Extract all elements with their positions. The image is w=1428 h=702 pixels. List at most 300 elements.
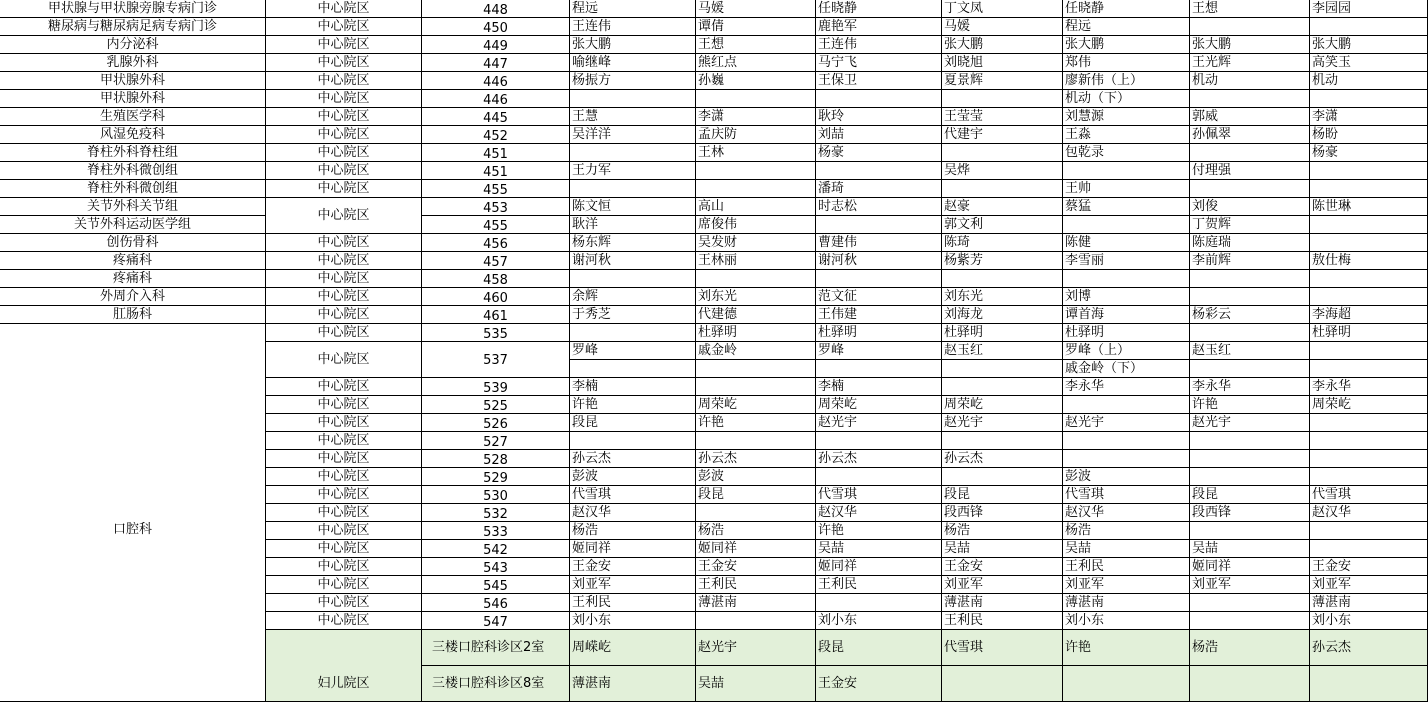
doctor-cell[interactable] <box>1063 216 1190 234</box>
doctor-cell[interactable]: 姬同祥 <box>696 540 816 558</box>
doctor-cell[interactable]: 机动（下） <box>1063 90 1190 108</box>
doctor-cell[interactable]: 段西锋 <box>1190 504 1310 522</box>
room-cell[interactable]: 529 <box>422 468 570 486</box>
doctor-cell[interactable]: 刘东光 <box>942 288 1063 306</box>
doctor-cell[interactable]: 段昆 <box>1190 486 1310 504</box>
doctor-cell[interactable]: 杨浩 <box>1063 522 1190 540</box>
doctor-cell[interactable]: 杜驿明 <box>942 324 1063 342</box>
doctor-cell[interactable]: 吴喆 <box>816 540 942 558</box>
doctor-cell[interactable] <box>1190 468 1310 486</box>
room-cell[interactable]: 455 <box>422 216 570 234</box>
doctor-cell[interactable]: 李海超 <box>1310 306 1428 324</box>
doctor-cell[interactable] <box>696 432 816 450</box>
department-cell[interactable]: 脊柱外科微创组 <box>0 162 266 180</box>
doctor-cell[interactable] <box>1310 522 1428 540</box>
room-cell[interactable]: 458 <box>422 270 570 288</box>
room-cell[interactable]: 451 <box>422 144 570 162</box>
doctor-cell[interactable]: 张大鹏 <box>1190 36 1310 54</box>
doctor-cell[interactable]: 王力军 <box>570 162 696 180</box>
room-cell[interactable]: 547 <box>422 612 570 630</box>
doctor-cell[interactable] <box>1190 144 1310 162</box>
doctor-cell[interactable] <box>570 144 696 162</box>
campus-cell[interactable]: 中心院区 <box>266 54 422 72</box>
doctor-cell[interactable]: 刘小东 <box>816 612 942 630</box>
doctor-cell[interactable] <box>942 90 1063 108</box>
doctor-cell[interactable]: 王想 <box>1190 0 1310 18</box>
doctor-cell[interactable]: 于秀芝 <box>570 306 696 324</box>
doctor-cell[interactable]: 郑伟 <box>1063 54 1190 72</box>
doctor-cell[interactable]: 代雪琪 <box>570 486 696 504</box>
doctor-cell[interactable]: 周荣屹 <box>816 396 942 414</box>
doctor-cell[interactable] <box>1190 270 1310 288</box>
doctor-cell[interactable]: 李前辉 <box>1190 252 1310 270</box>
doctor-cell[interactable]: 李潇 <box>1310 108 1428 126</box>
doctor-cell[interactable]: 段西锋 <box>942 504 1063 522</box>
doctor-cell[interactable] <box>1063 396 1190 414</box>
doctor-cell[interactable]: 谢河秋 <box>570 252 696 270</box>
doctor-cell[interactable]: 赵光宇 <box>1190 414 1310 432</box>
department-cell[interactable]: 疼痛科 <box>0 270 266 288</box>
campus-cell[interactable]: 中心院区 <box>266 522 422 540</box>
doctor-cell[interactable]: 赵汉华 <box>1310 504 1428 522</box>
doctor-cell[interactable]: 吴喆 <box>1190 540 1310 558</box>
doctor-cell[interactable]: 王光辉 <box>1190 54 1310 72</box>
doctor-cell[interactable] <box>1063 666 1190 702</box>
doctor-cell[interactable]: 刘小东 <box>570 612 696 630</box>
doctor-cell[interactable] <box>942 144 1063 162</box>
doctor-cell[interactable]: 赵玉红 <box>1190 342 1310 360</box>
campus-cell[interactable]: 中心院区 <box>266 306 422 324</box>
campus-cell[interactable]: 中心院区 <box>266 36 422 54</box>
doctor-cell[interactable]: 付理强 <box>1190 162 1310 180</box>
doctor-cell[interactable]: 廖新伟（上） <box>1063 72 1190 90</box>
doctor-cell[interactable]: 时志松 <box>816 198 942 216</box>
doctor-cell[interactable]: 许艳 <box>1190 396 1310 414</box>
doctor-cell[interactable]: 赵汉华 <box>816 504 942 522</box>
room-cell[interactable]: 446 <box>422 90 570 108</box>
doctor-cell[interactable]: 王帅 <box>1063 180 1190 198</box>
room-cell[interactable]: 450 <box>422 18 570 36</box>
doctor-cell[interactable]: 段昆 <box>942 486 1063 504</box>
doctor-cell[interactable]: 刘海龙 <box>942 306 1063 324</box>
department-cell[interactable]: 甲状腺外科 <box>0 90 266 108</box>
department-cell[interactable]: 肛肠科 <box>0 306 266 324</box>
doctor-cell[interactable]: 李楠 <box>570 378 696 396</box>
doctor-cell[interactable] <box>696 378 816 396</box>
doctor-cell[interactable]: 杜驿明 <box>696 324 816 342</box>
room-cell[interactable]: 539 <box>422 378 570 396</box>
doctor-cell[interactable] <box>696 504 816 522</box>
room-cell[interactable]: 527 <box>422 432 570 450</box>
doctor-cell[interactable]: 熊红点 <box>696 54 816 72</box>
doctor-cell[interactable]: 李潇 <box>696 108 816 126</box>
doctor-cell[interactable] <box>816 90 942 108</box>
doctor-cell[interactable]: 杨浩 <box>696 522 816 540</box>
doctor-cell[interactable] <box>570 90 696 108</box>
doctor-cell[interactable]: 吴喆 <box>942 540 1063 558</box>
doctor-cell[interactable]: 刘小东 <box>1063 612 1190 630</box>
doctor-cell[interactable] <box>1310 234 1428 252</box>
doctor-cell[interactable]: 王慧 <box>570 108 696 126</box>
doctor-cell[interactable] <box>1310 540 1428 558</box>
doctor-cell[interactable]: 刘小东 <box>1310 612 1428 630</box>
room-cell[interactable]: 447 <box>422 54 570 72</box>
doctor-cell[interactable]: 蔡猛 <box>1063 198 1190 216</box>
doctor-cell[interactable]: 王金安 <box>942 558 1063 576</box>
campus-cell[interactable]: 中心院区 <box>266 432 422 450</box>
doctor-cell[interactable]: 吴发财 <box>696 234 816 252</box>
doctor-cell[interactable]: 赵光宇 <box>816 414 942 432</box>
doctor-cell[interactable]: 夏景辉 <box>942 72 1063 90</box>
doctor-cell[interactable]: 耿洋 <box>570 216 696 234</box>
doctor-cell[interactable]: 潘琦 <box>816 180 942 198</box>
doctor-cell[interactable] <box>1310 216 1428 234</box>
doctor-cell[interactable]: 郭威 <box>1190 108 1310 126</box>
doctor-cell[interactable]: 赵光宇 <box>696 630 816 666</box>
doctor-cell[interactable]: 刘亚军 <box>1063 576 1190 594</box>
doctor-cell[interactable]: 赵豪 <box>942 198 1063 216</box>
doctor-cell[interactable]: 姬同祥 <box>570 540 696 558</box>
doctor-cell[interactable]: 杨豪 <box>1310 144 1428 162</box>
campus-cell[interactable]: 中心院区 <box>266 270 422 288</box>
doctor-cell[interactable]: 任晓静 <box>1063 0 1190 18</box>
doctor-cell[interactable] <box>816 216 942 234</box>
doctor-cell[interactable]: 赵汉华 <box>1063 504 1190 522</box>
doctor-cell[interactable]: 刘亚军 <box>1310 576 1428 594</box>
doctor-cell[interactable]: 薄湛南 <box>570 666 696 702</box>
room-cell[interactable]: 448 <box>422 0 570 18</box>
campus-cell[interactable]: 中心院区 <box>266 450 422 468</box>
doctor-cell[interactable]: 马媛 <box>696 0 816 18</box>
doctor-cell[interactable] <box>1310 666 1428 702</box>
doctor-cell[interactable]: 王利民 <box>816 576 942 594</box>
doctor-cell[interactable]: 张大鹏 <box>1063 36 1190 54</box>
room-cell[interactable]: 528 <box>422 450 570 468</box>
doctor-cell[interactable]: 孙云杰 <box>570 450 696 468</box>
doctor-cell[interactable]: 李雪丽 <box>1063 252 1190 270</box>
doctor-cell[interactable]: 周荣屹 <box>1310 396 1428 414</box>
room-cell[interactable]: 451 <box>422 162 570 180</box>
doctor-cell[interactable]: 孙云杰 <box>942 450 1063 468</box>
doctor-cell[interactable] <box>570 324 696 342</box>
doctor-cell[interactable]: 孙佩翠 <box>1190 126 1310 144</box>
campus-cell[interactable]: 中心院区 <box>266 504 422 522</box>
doctor-cell[interactable]: 杨彩云 <box>1190 306 1310 324</box>
doctor-cell[interactable]: 余辉 <box>570 288 696 306</box>
doctor-cell[interactable]: 赵光宇 <box>942 414 1063 432</box>
doctor-cell[interactable] <box>696 90 816 108</box>
campus-cell[interactable]: 中心院区 <box>266 90 422 108</box>
room-cell[interactable]: 452 <box>422 126 570 144</box>
doctor-cell[interactable]: 机动 <box>1310 72 1428 90</box>
department-cell[interactable]: 甲状腺与甲状腺旁腺专病门诊 <box>0 0 266 18</box>
doctor-cell[interactable]: 杨浩 <box>942 522 1063 540</box>
campus-cell[interactable]: 中心院区 <box>266 558 422 576</box>
doctor-cell[interactable] <box>696 360 816 378</box>
doctor-cell[interactable]: 杨东辉 <box>570 234 696 252</box>
doctor-cell[interactable]: 赵光宇 <box>1063 414 1190 432</box>
doctor-cell[interactable]: 薄湛南 <box>1063 594 1190 612</box>
doctor-cell[interactable]: 高笑玉 <box>1310 54 1428 72</box>
department-cell[interactable]: 风湿免疫科 <box>0 126 266 144</box>
campus-cell[interactable]: 中心院区 <box>266 126 422 144</box>
room-cell[interactable]: 449 <box>422 36 570 54</box>
campus-cell[interactable]: 中心院区 <box>266 486 422 504</box>
room-cell[interactable]: 532 <box>422 504 570 522</box>
doctor-cell[interactable] <box>816 270 942 288</box>
doctor-cell[interactable]: 许艳 <box>1063 630 1190 666</box>
doctor-cell[interactable]: 孙云杰 <box>816 450 942 468</box>
doctor-cell[interactable] <box>1063 450 1190 468</box>
room-cell[interactable]: 537 <box>422 342 570 378</box>
doctor-cell[interactable]: 刘亚军 <box>570 576 696 594</box>
campus-cell[interactable]: 中心院区 <box>266 144 422 162</box>
doctor-cell[interactable]: 郭文利 <box>942 216 1063 234</box>
doctor-cell[interactable]: 段昆 <box>696 486 816 504</box>
doctor-cell[interactable] <box>1190 522 1310 540</box>
doctor-cell[interactable]: 谢河秋 <box>816 252 942 270</box>
doctor-cell[interactable] <box>942 360 1063 378</box>
room-cell[interactable]: 455 <box>422 180 570 198</box>
doctor-cell[interactable] <box>1190 90 1310 108</box>
doctor-cell[interactable]: 杨浩 <box>570 522 696 540</box>
campus-cell[interactable]: 中心院区 <box>266 396 422 414</box>
campus-cell[interactable]: 中心院区 <box>266 342 422 378</box>
doctor-cell[interactable]: 代雪琪 <box>1063 486 1190 504</box>
doctor-cell[interactable]: 刘俊 <box>1190 198 1310 216</box>
room-cell[interactable]: 三楼口腔科诊区2室 <box>422 630 570 666</box>
doctor-cell[interactable]: 王金安 <box>696 558 816 576</box>
doctor-cell[interactable]: 包乾录 <box>1063 144 1190 162</box>
doctor-cell[interactable] <box>696 270 816 288</box>
doctor-cell[interactable] <box>942 666 1063 702</box>
room-cell[interactable]: 543 <box>422 558 570 576</box>
doctor-cell[interactable]: 罗峰 <box>816 342 942 360</box>
doctor-cell[interactable] <box>1310 180 1428 198</box>
department-cell[interactable]: 疼痛科 <box>0 252 266 270</box>
doctor-cell[interactable]: 彭波 <box>570 468 696 486</box>
doctor-cell[interactable] <box>1190 450 1310 468</box>
doctor-cell[interactable]: 赵汉华 <box>570 504 696 522</box>
doctor-cell[interactable] <box>816 594 942 612</box>
doctor-cell[interactable]: 薄湛南 <box>942 594 1063 612</box>
room-cell[interactable]: 530 <box>422 486 570 504</box>
department-cell[interactable]: 关节外科关节组 <box>0 198 266 216</box>
doctor-cell[interactable]: 薄湛南 <box>1310 594 1428 612</box>
doctor-cell[interactable]: 杨浩 <box>1190 630 1310 666</box>
campus-cell[interactable]: 中心院区 <box>266 594 422 612</box>
doctor-cell[interactable]: 代建宇 <box>942 126 1063 144</box>
room-cell[interactable]: 445 <box>422 108 570 126</box>
doctor-cell[interactable] <box>1190 288 1310 306</box>
campus-cell[interactable]: 中心院区 <box>266 414 422 432</box>
room-cell[interactable]: 535 <box>422 324 570 342</box>
campus-cell[interactable]: 中心院区 <box>266 234 422 252</box>
doctor-cell[interactable] <box>696 612 816 630</box>
room-cell[interactable]: 453 <box>422 198 570 216</box>
doctor-cell[interactable] <box>1190 432 1310 450</box>
campus-cell[interactable]: 中心院区 <box>266 18 422 36</box>
doctor-cell[interactable] <box>696 162 816 180</box>
doctor-cell[interactable] <box>570 270 696 288</box>
doctor-cell[interactable]: 周荣屹 <box>942 396 1063 414</box>
doctor-cell[interactable]: 吴喆 <box>1063 540 1190 558</box>
doctor-cell[interactable]: 刘慧源 <box>1063 108 1190 126</box>
doctor-cell[interactable]: 王林丽 <box>696 252 816 270</box>
doctor-cell[interactable] <box>1190 324 1310 342</box>
doctor-cell[interactable]: 罗峰 <box>570 342 696 360</box>
doctor-cell[interactable]: 杨振方 <box>570 72 696 90</box>
doctor-cell[interactable]: 姬同祥 <box>1190 558 1310 576</box>
department-cell[interactable]: 糖尿病与糖尿病足病专病门诊 <box>0 18 266 36</box>
campus-cell[interactable]: 中心院区 <box>266 0 422 18</box>
campus-cell[interactable]: 中心院区 <box>266 540 422 558</box>
doctor-cell[interactable]: 杜驿明 <box>1063 324 1190 342</box>
doctor-cell[interactable] <box>1310 450 1428 468</box>
campus-cell[interactable]: 中心院区 <box>266 468 422 486</box>
doctor-cell[interactable] <box>942 468 1063 486</box>
doctor-cell[interactable]: 姬同祥 <box>816 558 942 576</box>
doctor-cell[interactable] <box>1063 270 1190 288</box>
doctor-cell[interactable]: 杜驿明 <box>1310 324 1428 342</box>
campus-cell[interactable]: 中心院区 <box>266 162 422 180</box>
doctor-cell[interactable]: 陈文恒 <box>570 198 696 216</box>
doctor-cell[interactable]: 王利民 <box>942 612 1063 630</box>
doctor-cell[interactable]: 吴洋洋 <box>570 126 696 144</box>
doctor-cell[interactable]: 程远 <box>570 0 696 18</box>
department-cell[interactable]: 脊柱外科微创组 <box>0 180 266 198</box>
doctor-cell[interactable]: 刘喆 <box>816 126 942 144</box>
doctor-cell[interactable] <box>1310 360 1428 378</box>
doctor-cell[interactable]: 赵玉红 <box>942 342 1063 360</box>
doctor-cell[interactable]: 王连伟 <box>816 36 942 54</box>
room-cell[interactable]: 457 <box>422 252 570 270</box>
doctor-cell[interactable]: 薄湛南 <box>696 594 816 612</box>
doctor-cell[interactable]: 王连伟 <box>570 18 696 36</box>
doctor-cell[interactable] <box>816 162 942 180</box>
doctor-cell[interactable] <box>1310 270 1428 288</box>
doctor-cell[interactable]: 段昆 <box>570 414 696 432</box>
doctor-cell[interactable]: 谭首海 <box>1063 306 1190 324</box>
room-cell[interactable]: 533 <box>422 522 570 540</box>
doctor-cell[interactable]: 王淼 <box>1063 126 1190 144</box>
doctor-cell[interactable]: 代雪琪 <box>942 630 1063 666</box>
doctor-cell[interactable]: 喻继峰 <box>570 54 696 72</box>
doctor-cell[interactable]: 杜驿明 <box>816 324 942 342</box>
doctor-cell[interactable]: 王伟建 <box>816 306 942 324</box>
doctor-cell[interactable]: 周荣屹 <box>696 396 816 414</box>
campus-cell[interactable]: 中心院区 <box>266 324 422 342</box>
doctor-cell[interactable]: 敖仕梅 <box>1310 252 1428 270</box>
department-cell[interactable]: 乳腺外科 <box>0 54 266 72</box>
doctor-cell[interactable]: 李园园 <box>1310 0 1428 18</box>
doctor-cell[interactable]: 马媛 <box>942 18 1063 36</box>
doctor-cell[interactable] <box>1310 342 1428 360</box>
doctor-cell[interactable]: 李楠 <box>816 378 942 396</box>
room-cell[interactable]: 460 <box>422 288 570 306</box>
doctor-cell[interactable]: 丁贺辉 <box>1190 216 1310 234</box>
doctor-cell[interactable] <box>816 432 942 450</box>
doctor-cell[interactable]: 程远 <box>1063 18 1190 36</box>
campus-cell[interactable]: 中心院区 <box>266 108 422 126</box>
doctor-cell[interactable]: 段昆 <box>816 630 942 666</box>
doctor-cell[interactable] <box>1063 432 1190 450</box>
doctor-cell[interactable]: 吴烨 <box>942 162 1063 180</box>
doctor-cell[interactable]: 杨紫芳 <box>942 252 1063 270</box>
doctor-cell[interactable]: 代建德 <box>696 306 816 324</box>
room-cell[interactable]: 446 <box>422 72 570 90</box>
doctor-cell[interactable] <box>942 378 1063 396</box>
doctor-cell[interactable] <box>1310 18 1428 36</box>
doctor-cell[interactable]: 孙巍 <box>696 72 816 90</box>
department-cell[interactable]: 脊柱外科脊柱组 <box>0 144 266 162</box>
room-cell[interactable]: 525 <box>422 396 570 414</box>
doctor-cell[interactable]: 马宁飞 <box>816 54 942 72</box>
doctor-cell[interactable]: 刘亚军 <box>942 576 1063 594</box>
room-cell[interactable]: 545 <box>422 576 570 594</box>
room-cell[interactable]: 三楼口腔科诊区8室 <box>422 666 570 702</box>
room-cell[interactable]: 542 <box>422 540 570 558</box>
doctor-cell[interactable]: 刘博 <box>1063 288 1190 306</box>
doctor-cell[interactable]: 李永华 <box>1063 378 1190 396</box>
doctor-cell[interactable]: 李永华 <box>1190 378 1310 396</box>
doctor-cell[interactable]: 王莹莹 <box>942 108 1063 126</box>
doctor-cell[interactable] <box>942 180 1063 198</box>
doctor-cell[interactable] <box>570 360 696 378</box>
doctor-cell[interactable]: 王想 <box>696 36 816 54</box>
department-cell[interactable]: 内分泌科 <box>0 36 266 54</box>
doctor-cell[interactable]: 王金安 <box>570 558 696 576</box>
doctor-cell[interactable]: 王金安 <box>1310 558 1428 576</box>
doctor-cell[interactable]: 许艳 <box>570 396 696 414</box>
doctor-cell[interactable]: 陈健 <box>1063 234 1190 252</box>
doctor-cell[interactable]: 张大鹏 <box>942 36 1063 54</box>
room-cell[interactable]: 461 <box>422 306 570 324</box>
doctor-cell[interactable]: 彭波 <box>696 468 816 486</box>
doctor-cell[interactable] <box>570 432 696 450</box>
doctor-cell[interactable]: 刘晓旭 <box>942 54 1063 72</box>
campus-cell[interactable]: 中心院区 <box>266 252 422 270</box>
doctor-cell[interactable] <box>1190 594 1310 612</box>
doctor-cell[interactable]: 杨豪 <box>816 144 942 162</box>
doctor-cell[interactable]: 代雪琪 <box>816 486 942 504</box>
doctor-cell[interactable] <box>1190 18 1310 36</box>
doctor-cell[interactable]: 曹建伟 <box>816 234 942 252</box>
department-cell[interactable]: 外周介入科 <box>0 288 266 306</box>
campus-cell[interactable]: 妇儿院区 <box>266 630 422 702</box>
department-cell[interactable]: 生殖医学科 <box>0 108 266 126</box>
campus-cell[interactable]: 中心院区 <box>266 198 422 234</box>
doctor-cell[interactable]: 孟庆防 <box>696 126 816 144</box>
doctor-cell[interactable] <box>1310 432 1428 450</box>
doctor-cell[interactable]: 刘东光 <box>696 288 816 306</box>
doctor-cell[interactable]: 耿玲 <box>816 108 942 126</box>
campus-cell[interactable]: 中心院区 <box>266 288 422 306</box>
room-cell[interactable]: 546 <box>422 594 570 612</box>
doctor-cell[interactable]: 罗峰（上） <box>1063 342 1190 360</box>
doctor-cell[interactable]: 刘亚军 <box>1190 576 1310 594</box>
doctor-cell[interactable]: 吴喆 <box>696 666 816 702</box>
doctor-cell[interactable] <box>1310 414 1428 432</box>
doctor-cell[interactable] <box>942 270 1063 288</box>
doctor-cell[interactable]: 机动 <box>1190 72 1310 90</box>
doctor-cell[interactable]: 陈世琳 <box>1310 198 1428 216</box>
department-cell[interactable]: 创伤骨科 <box>0 234 266 252</box>
doctor-cell[interactable]: 杨盼 <box>1310 126 1428 144</box>
campus-cell[interactable]: 中心院区 <box>266 612 422 630</box>
campus-cell[interactable]: 中心院区 <box>266 378 422 396</box>
doctor-cell[interactable] <box>942 432 1063 450</box>
